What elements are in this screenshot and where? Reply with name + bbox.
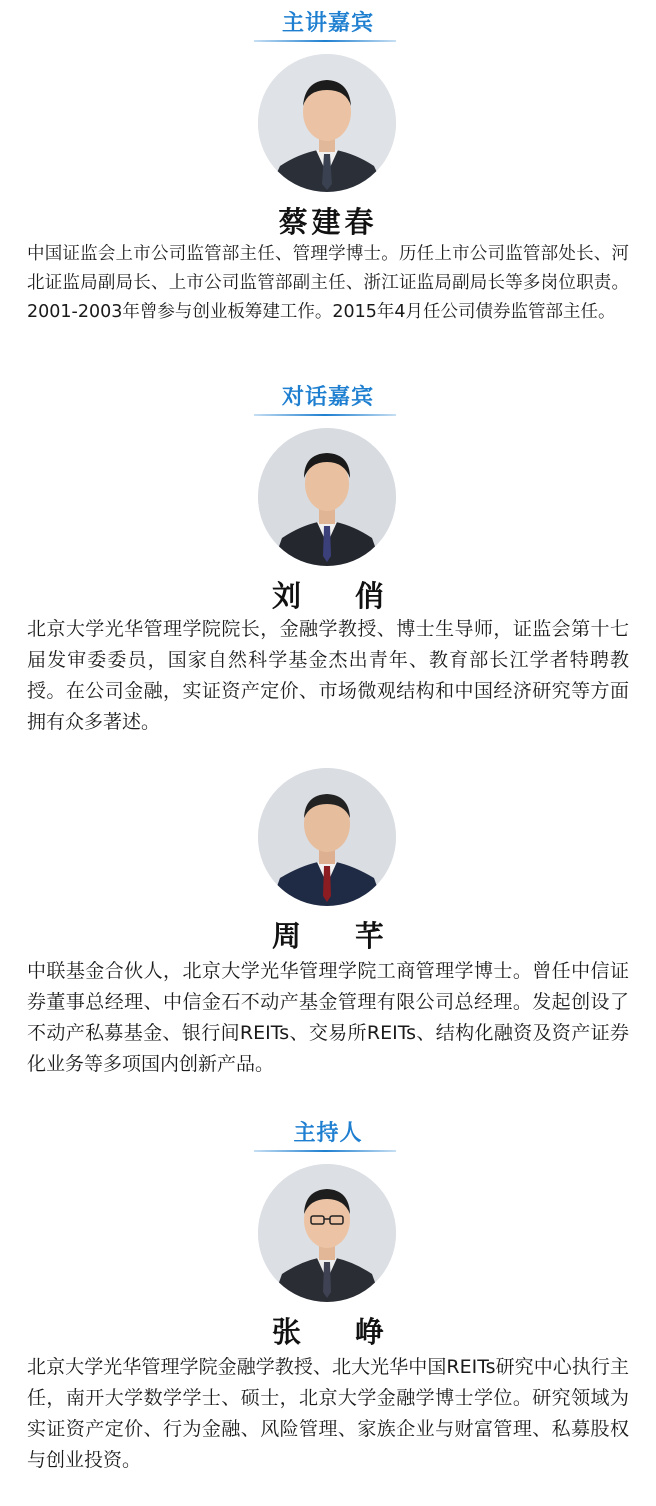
avatar-host — [258, 1164, 396, 1302]
speaker-name: 刘 俏 — [271, 579, 407, 613]
speaker-bio: 中国证监会上市公司监管部主任、管理学博士。历任上市公司监管部处长、河北证监局副局长、上市公司监管部副主任、浙江证监局副局长等多岗位职责。2001-2003年曾参与创业板筹建工作。2015年4月任公司债券监管部主任。 — [27, 244, 629, 322]
section-title-host: 主持人 — [293, 1121, 363, 1146]
avatar-speaker-3 — [258, 768, 396, 906]
avatar-speaker-1 — [258, 54, 396, 192]
section-divider — [254, 40, 396, 42]
speaker-bio: 北京大学光华管理学院金融学教授、北大光华中国REITs研究中心执行主任，南开大学数学学士、硕士，北京大学金融学博士学位。研究领域为实证资产定价、行为金融、风险管理、家族企业与财富管理、私募股权与创业投资。 — [27, 1356, 629, 1471]
speaker-name: 张 峥 — [271, 1315, 407, 1349]
speaker-name: 周 芊 — [271, 919, 407, 953]
section-divider — [254, 1150, 396, 1152]
section-title-keynote: 主讲嘉宾 — [281, 11, 374, 36]
speaker-bio: 中联基金合伙人，北京大学光华管理学院工商管理学博士。曾任中信证券董事总经理、中信金石不动产基金管理有限公司总经理。发起创设了不动产私募基金、银行间REITs、交易所REITs、结构化融资及资产证券化业务等多项国内创新产品。 — [27, 960, 629, 1075]
speaker-bio: 北京大学光华管理学院院长，金融学教授、博士生导师，证监会第十七届发审委委员，国家自然科学基金杰出青年、教育部长江学者特聘教授。在公司金融，实证资产定价、市场微观结构和中国经济研究等方面拥有众多著述。 — [27, 618, 629, 733]
speaker-name: 蔡建春 — [278, 205, 378, 239]
avatar-speaker-2 — [258, 428, 396, 566]
section-divider — [254, 414, 396, 416]
section-title-dialogue: 对话嘉宾 — [281, 385, 374, 410]
